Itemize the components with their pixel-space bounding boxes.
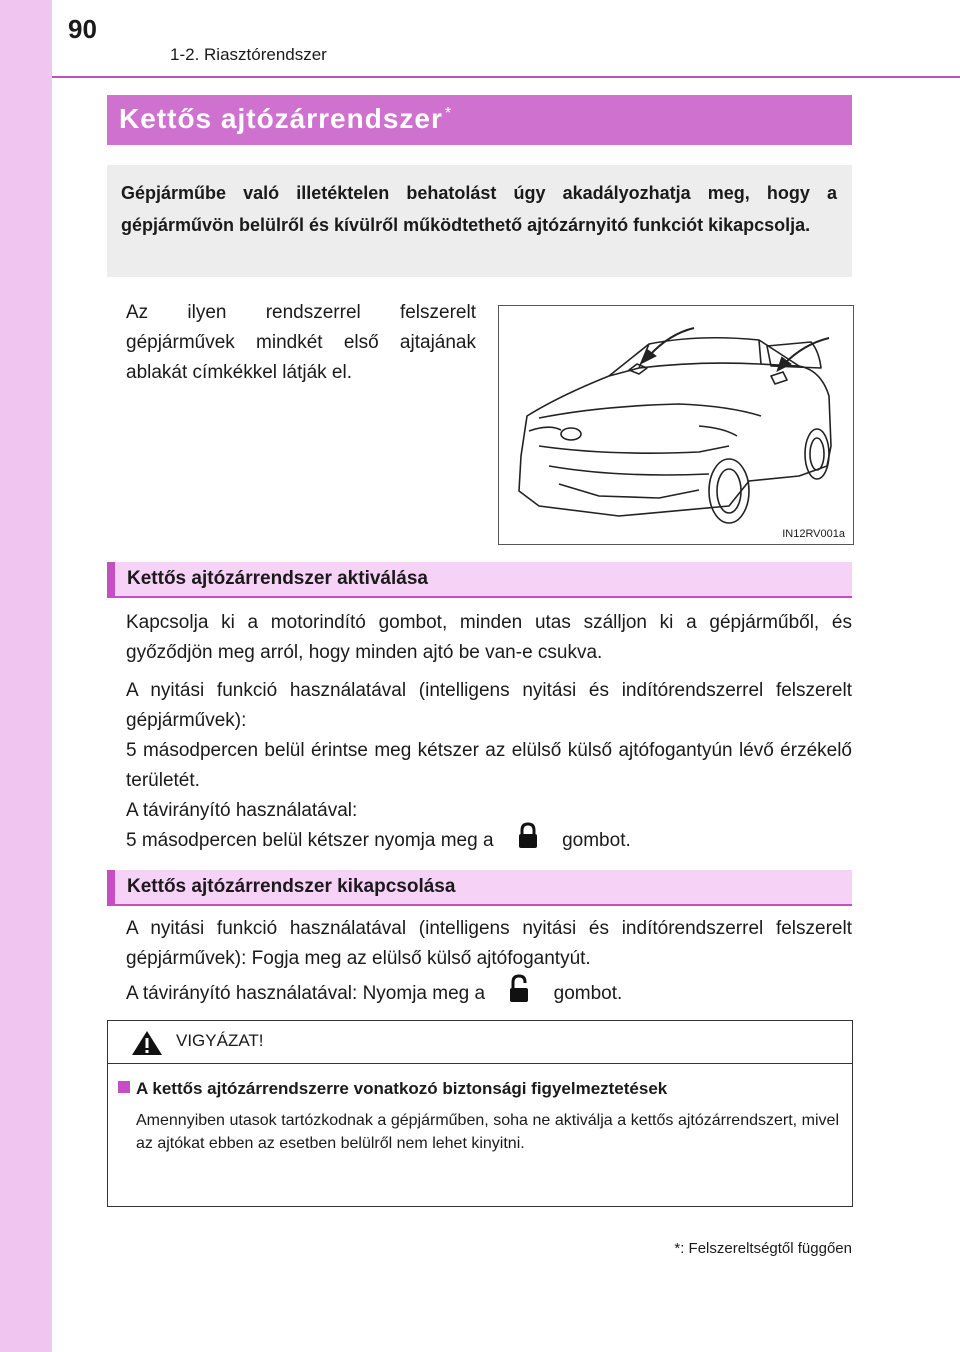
section-header: 1-2. Riasztórendszer bbox=[170, 45, 327, 64]
activation-para-5-before: 5 másodpercen belül kétszer nyomja meg a bbox=[126, 830, 494, 852]
title-bar bbox=[107, 95, 852, 145]
side-tab-strip bbox=[0, 0, 52, 1352]
footnote bbox=[674, 1240, 852, 1257]
activation-para-2: A nyitási funkció használatával (intelligens nyitási és indítórendszerrel felszerelt gépjárművek): bbox=[126, 680, 852, 731]
intro-text: Gépjárműbe való illetéktelen behatolást úgy akadályozhatja meg, hogy a gépjárművön belülről és kívülről működtethető ajtózárnyitó funkciót kikapcsolja. bbox=[121, 183, 837, 235]
footnote-marker: * bbox=[674, 1240, 681, 1257]
warning-title: A kettős ajtózárrendszerre vonatkozó biztonsági figyelmeztetések bbox=[136, 1079, 668, 1098]
intro-box bbox=[107, 165, 852, 277]
warning-body: Amennyiben utasok tartózkodnak a gépjárműben, soha ne aktiválja a kettős ajtózárrendszert, mivel az ajtókat ebben az esetben belülről nem lehet kinyitni. bbox=[136, 1112, 839, 1152]
page-number: 90 bbox=[68, 14, 97, 44]
warning-icon bbox=[130, 1029, 164, 1057]
lock-closed-icon bbox=[517, 822, 539, 860]
figure-code: IN12RV001a bbox=[782, 528, 845, 540]
car-drawing bbox=[499, 306, 853, 544]
title-marker: * bbox=[444, 104, 453, 122]
subheading-deactivation-text: Kettős ajtózárrendszer kikapcsolása bbox=[127, 876, 456, 897]
deactivation-para-1: A nyitási funkció használatával (intelligens nyitási és indítórendszerrel felszerelt gépjárművek): Fogja meg az elülső külső ajtófogantyút. bbox=[126, 918, 852, 969]
lock-open-icon bbox=[508, 974, 530, 1014]
subheading-accent bbox=[107, 562, 115, 596]
warning-header bbox=[108, 1021, 852, 1064]
page-title-text: Kettős ajtózárrendszer bbox=[119, 103, 443, 134]
description-text: Az ilyen rendszerrel felszerelt gépjárművek mindkét első ajtajának ablakát címkékkel látják el. bbox=[126, 302, 476, 383]
deactivation-para-2-after: gombot. bbox=[553, 983, 623, 1005]
activation-para-1: Kapcsolja ki a motorindító gombot, minden utas szálljon ki a gépjárműből, és győződjön meg arról, hogy minden ajtó be van-e csukva. bbox=[126, 612, 852, 663]
activation-para-5 bbox=[126, 822, 852, 860]
car-illustration bbox=[498, 305, 854, 545]
deactivation-para-2 bbox=[126, 974, 852, 1014]
footnote-text: : Felszereltségtől függően bbox=[680, 1240, 852, 1257]
warning-label: VIGYÁZAT! bbox=[176, 1031, 264, 1050]
activation-para-3: 5 másodpercen belül érintse meg kétszer az elülső külső ajtófogantyún lévő érzékelő területét. bbox=[126, 740, 852, 791]
warning-box bbox=[107, 1020, 853, 1207]
header-rule bbox=[52, 76, 960, 78]
activation-para-4: A távirányító használatával: bbox=[126, 800, 358, 821]
subheading-activation bbox=[107, 562, 852, 598]
subheading-accent bbox=[107, 870, 115, 904]
warning-bullet bbox=[118, 1081, 130, 1093]
page-title bbox=[119, 103, 452, 135]
deactivation-para-2-before: A távirányító használatával: Nyomja meg a bbox=[126, 983, 486, 1005]
subheading-activation-text: Kettős ajtózárrendszer aktiválása bbox=[127, 568, 428, 589]
subheading-deactivation bbox=[107, 870, 852, 906]
activation-para-5-after: gombot. bbox=[562, 830, 631, 852]
